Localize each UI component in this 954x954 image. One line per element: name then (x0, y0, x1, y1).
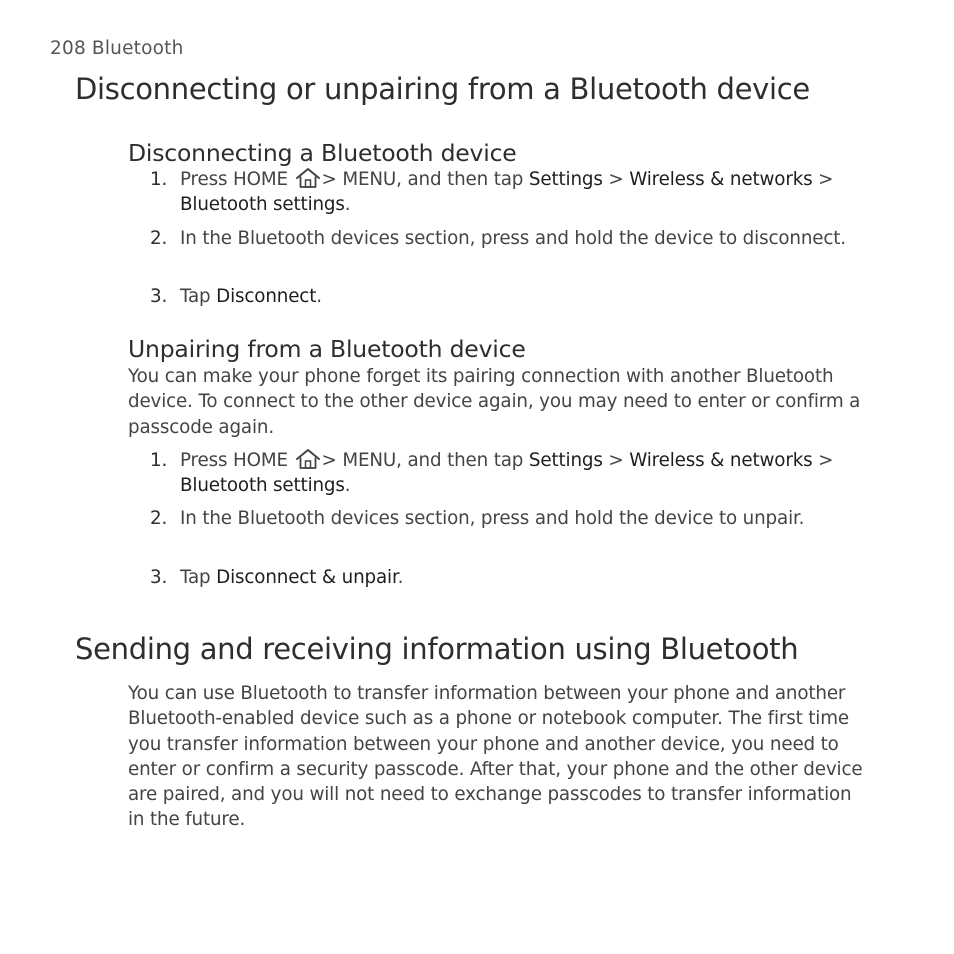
subsection-title-disconnecting: Disconnecting a Bluetooth device (128, 139, 517, 167)
step-3-unpair (150, 565, 850, 590)
step-3-disconnect (150, 284, 850, 309)
step-text: Press HOME > MENU, and then tap Settings > Wireless & networks > Bluetooth settings. (180, 169, 834, 216)
step-1-unpair (150, 448, 850, 499)
step-number: 1. (150, 169, 168, 190)
step-text: Tap Disconnect & unpair. (180, 567, 404, 588)
page-header (50, 38, 184, 59)
step-1-disconnect (150, 167, 850, 218)
unpairing-intro: You can make your phone forget its pairing connection with another Bluetooth device. To connect to the other device again, you may need to enter or confirm a passcode again. (128, 366, 861, 438)
sending-body: You can use Bluetooth to transfer information between your phone and another Bluetooth-enabled device such as a phone or notebook computer. The first time you transfer information between your phone and another device, you need to enter or confirm a security passcode. After that, your phone and the other device are paired, and you will not need to exchange passcodes to transfer information in the future. (128, 683, 863, 831)
subsection-title-unpairing: Unpairing from a Bluetooth device (128, 335, 526, 363)
step-2-disconnect (150, 226, 850, 251)
section-title-sending: Sending and receiving information using Bluetooth (75, 632, 799, 666)
step-number: 2. (150, 228, 168, 249)
step-text: In the Bluetooth devices section, press and hold the device to disconnect. (180, 228, 846, 249)
step-2-unpair (150, 506, 850, 531)
step-number: 3. (150, 286, 168, 307)
page-number: 208 (50, 38, 86, 59)
home-icon (295, 167, 321, 189)
step-text: In the Bluetooth devices section, press and hold the device to unpair. (180, 508, 805, 529)
step-number: 2. (150, 508, 168, 529)
home-icon (295, 448, 321, 470)
step-number: 3. (150, 567, 168, 588)
section-name: Bluetooth (91, 38, 184, 59)
section-title-disconnecting: Disconnecting or unpairing from a Bluetooth device (75, 72, 810, 106)
step-text: Press HOME > MENU, and then tap Settings > Wireless & networks > Bluetooth settings. (180, 450, 834, 497)
step-text: Tap Disconnect. (180, 286, 322, 307)
step-number: 1. (150, 450, 168, 471)
